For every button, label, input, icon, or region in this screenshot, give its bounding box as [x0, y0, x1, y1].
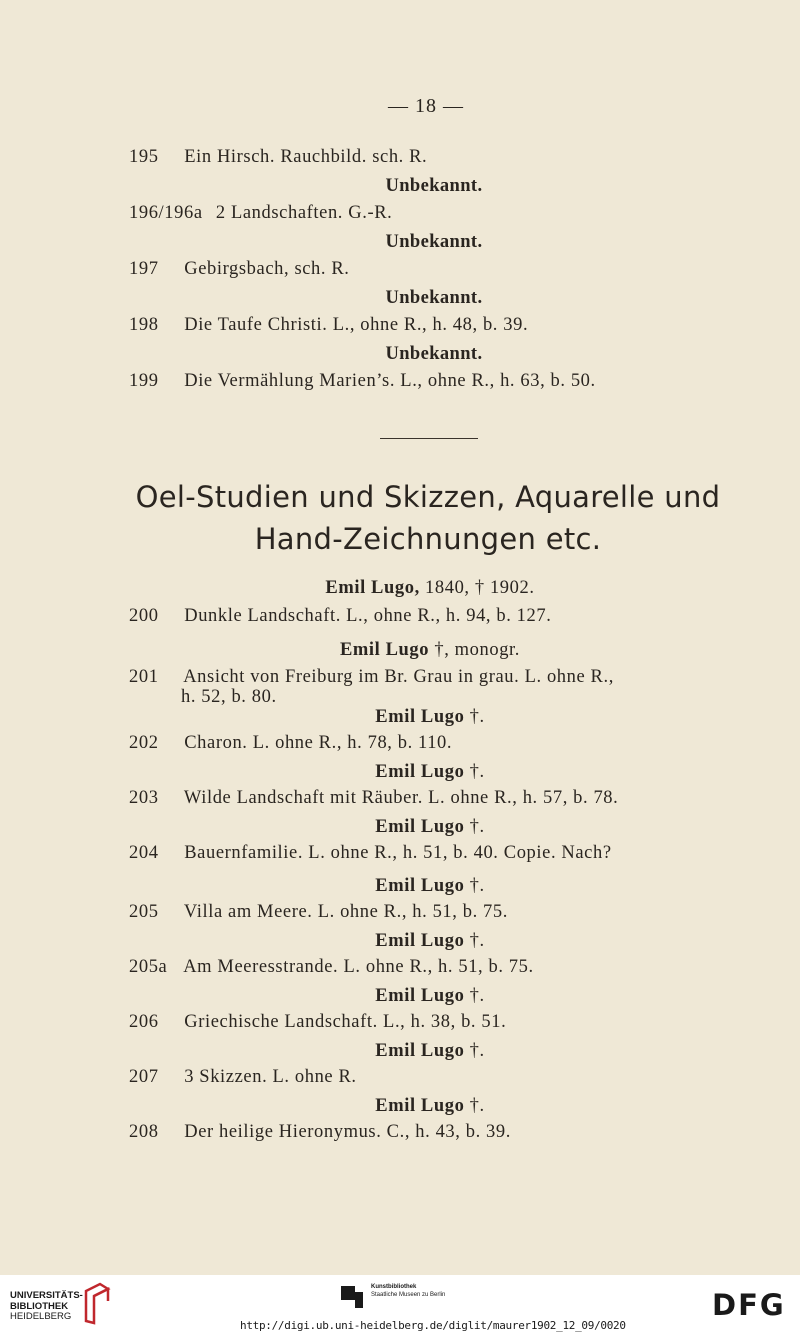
entry-number: 196/196a: [129, 203, 203, 223]
section-divider: [380, 438, 478, 439]
artist-attribution: [0, 640, 800, 661]
catalog-entry-204: [129, 843, 612, 864]
artist-attribution: [0, 578, 800, 599]
entry-number: 207: [129, 1067, 159, 1087]
kunstbibliothek-label: [371, 1283, 445, 1299]
catalog-entry-197: [129, 259, 350, 280]
catalog-entry-207: [129, 1067, 357, 1088]
artist-note: †.: [464, 1096, 485, 1116]
heidelberg-logo-icon: [82, 1281, 112, 1325]
entry-text: Griechische Landschaft. L., h. 38, b. 51.: [184, 1012, 507, 1032]
catalog-entry-196: [129, 203, 392, 224]
entry-text: Der heilige Hieronymus. C., h. 43, b. 39.: [184, 1122, 511, 1142]
entry-text: Ansicht von Freiburg im Br. Grau in grau. L. ohne R.,: [183, 667, 614, 687]
artist-name: Emil Lugo: [375, 876, 465, 896]
entry-number: 200: [129, 606, 159, 626]
entry-text: 3 Skizzen. L. ohne R.: [184, 1067, 357, 1087]
artist-attribution: [0, 876, 800, 897]
artist-note: †.: [464, 986, 485, 1006]
artist-name: Unbekannt.: [385, 232, 483, 252]
artist-name: Emil Lugo: [339, 640, 430, 660]
university-library-label: [10, 1291, 83, 1323]
artist-attribution: [0, 762, 800, 783]
catalog-entry-201-continuation: h. 52, b. 80.: [181, 687, 277, 707]
artist-attribution: [0, 344, 800, 365]
entry-text: Ein Hirsch. Rauchbild. sch. R.: [184, 147, 428, 167]
section-heading-line-1: Oel-Studien und Skizzen, Aquarelle und: [135, 480, 721, 514]
entry-number: 205a: [129, 957, 168, 977]
artist-attribution: [0, 1096, 800, 1117]
uni-label-line-2: BIBLIOTHEK: [10, 1300, 69, 1312]
entry-number: 205: [129, 902, 159, 922]
entry-text: Die Vermählung Marien’s. L., ohne R., h. 63, b. 50.: [184, 371, 596, 391]
artist-note: †.: [464, 817, 485, 837]
artist-name: Unbekannt.: [385, 176, 483, 196]
artist-name: Emil Lugo: [375, 762, 465, 782]
catalog-entry-195: [129, 147, 427, 168]
entry-number: 202: [129, 733, 159, 753]
artist-name: Unbekannt.: [385, 344, 483, 364]
entry-text: Villa am Meere. L. ohne R., h. 51, b. 75.: [183, 902, 508, 922]
entry-number: 195: [129, 147, 159, 167]
artist-attribution: [0, 986, 800, 1007]
catalog-entry-205a: [129, 957, 534, 978]
kunstbibliothek-logo-icon: [341, 1286, 367, 1308]
uni-label-line-1: UNIVERSITÄTS-: [10, 1290, 83, 1301]
artist-note: †.: [464, 707, 485, 727]
artist-name: Emil Lugo: [375, 1096, 465, 1116]
catalog-entry-205: [129, 902, 508, 923]
artist-attribution: [0, 1041, 800, 1062]
kb-label-line-2: Staatliche Museen zu Berlin: [371, 1292, 446, 1298]
artist-attribution: [0, 817, 800, 838]
entry-number: 197: [129, 259, 159, 279]
catalog-entry-202: [129, 733, 452, 754]
entry-number: 206: [129, 1012, 159, 1032]
source-url[interactable]: http://digi.ub.uni-heidelberg.de/diglit/maurer1902_12_09/0020: [240, 1319, 626, 1332]
dfg-logo: DFG: [712, 1288, 786, 1322]
entry-text: Am Meeresstrande. L. ohne R., h. 51, b. 75.: [183, 957, 534, 977]
artist-name: Emil Lugo: [375, 817, 465, 837]
catalog-entry-208: [129, 1122, 511, 1143]
artist-name: Emil Lugo: [375, 1041, 465, 1061]
artist-note: †.: [464, 1041, 485, 1061]
catalog-entry-203: [129, 788, 618, 809]
artist-dates: 1840, † 1902.: [419, 578, 535, 598]
artist-name: Emil Lugo: [375, 707, 465, 727]
uni-label-line-3: HEIDELBERG: [10, 1311, 72, 1322]
entry-number: 201: [129, 667, 159, 687]
catalog-entry-199: [129, 371, 596, 392]
section-heading-line-2: Hand-Zeichnungen etc.: [254, 522, 602, 556]
catalog-entry-201: [129, 667, 614, 688]
artist-note: †.: [464, 876, 485, 896]
artist-name: Emil Lugo: [375, 986, 465, 1006]
catalog-entry-200: [129, 606, 551, 627]
artist-attribution: [0, 232, 800, 253]
entry-number: 203: [129, 788, 159, 808]
artist-name: Unbekannt.: [385, 288, 483, 308]
entry-number: 204: [129, 843, 159, 863]
entry-text: Bauernfamilie. L. ohne R., h. 51, b. 40. Copie. Nach?: [184, 843, 612, 863]
entry-text: Charon. L. ohne R., h. 78, b. 110.: [184, 733, 453, 753]
artist-note: †, monogr.: [429, 640, 521, 660]
artist-name: Emil Lugo: [375, 931, 465, 951]
entry-text: Die Taufe Christi. L., ohne R., h. 48, b. 39.: [184, 315, 529, 335]
entry-text: 2 Landschaften. G.-R.: [215, 203, 393, 223]
catalog-entry-206: [129, 1012, 506, 1033]
entry-text: Wilde Landschaft mit Räuber. L. ohne R., h. 57, b. 78.: [183, 788, 619, 808]
entry-number: 208: [129, 1122, 159, 1142]
artist-attribution: [0, 288, 800, 309]
entry-number: 199: [129, 371, 159, 391]
artist-note: †.: [464, 931, 485, 951]
entry-text: Dunkle Landschaft. L., ohne R., h. 94, b. 127.: [184, 606, 552, 626]
artist-attribution: [0, 707, 800, 728]
entry-number: 198: [129, 315, 159, 335]
digitization-footer: [0, 1275, 800, 1333]
kb-label-line-1: Kunstbibliothek: [371, 1284, 417, 1290]
page-number: — 18 —: [388, 95, 464, 117]
artist-name: Emil Lugo,: [325, 578, 420, 598]
artist-attribution: [0, 931, 800, 952]
artist-attribution: [0, 176, 800, 197]
artist-note: †.: [464, 762, 485, 782]
catalog-entry-198: [129, 315, 528, 336]
entry-text: Gebirgsbach, sch. R.: [184, 259, 350, 279]
